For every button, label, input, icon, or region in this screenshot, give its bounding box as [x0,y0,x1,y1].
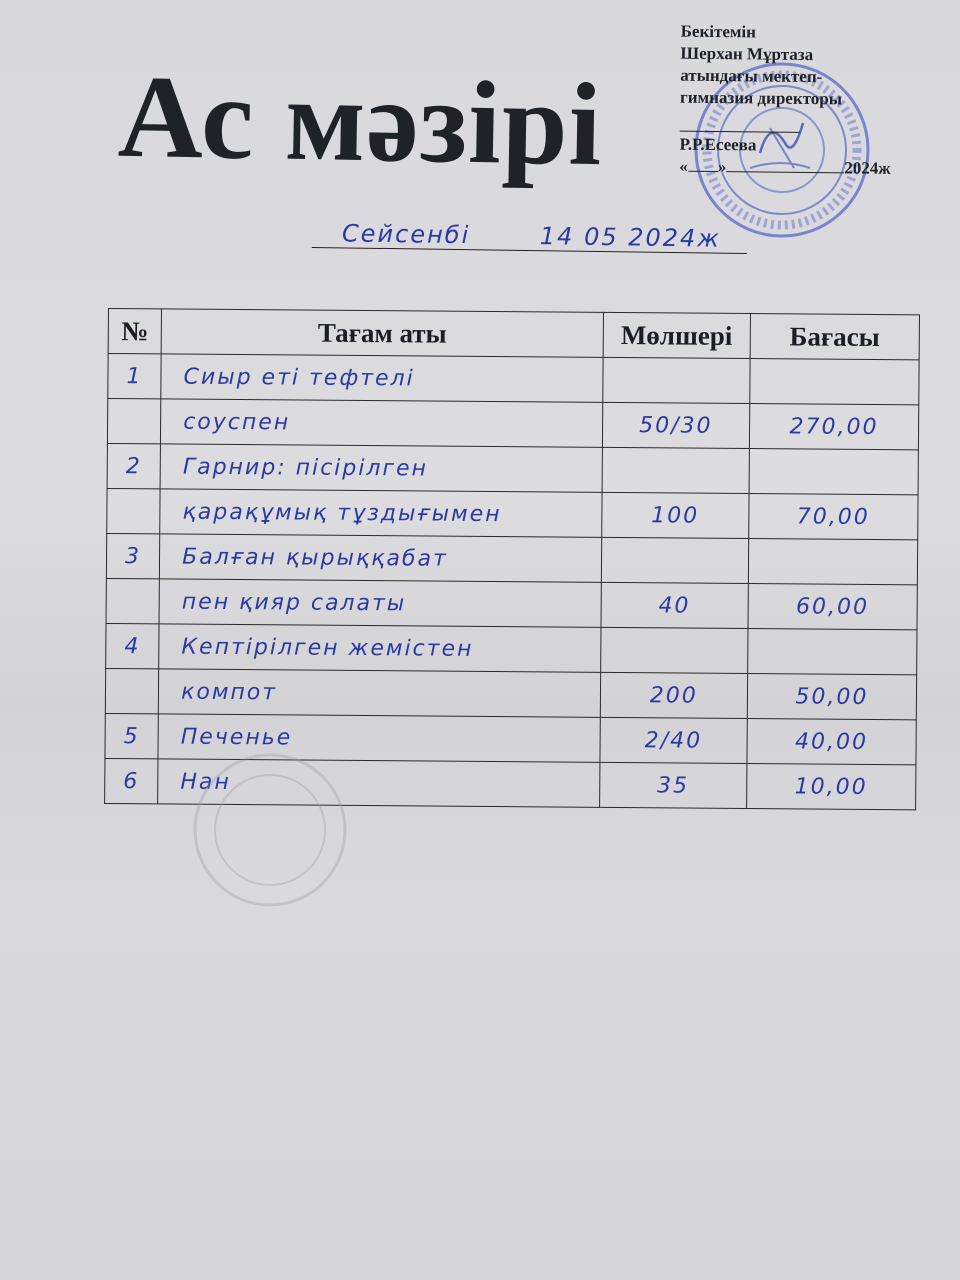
row-quantity [603,357,750,403]
row-dish-name: Печенье [158,714,600,762]
date-month-blank [726,171,844,173]
row-number: 4 [106,623,159,668]
approval-date [679,156,939,181]
signer-name: Р.Р.Есеева [679,134,757,155]
header-dish-name: Тағам аты [161,309,603,357]
row-price [750,359,920,405]
row-number: 3 [106,533,159,578]
row-number: 1 [108,354,161,399]
menu-date-value: 14 05 2024ж [539,222,722,253]
approval-line-2: Шерхан Мұртаза [680,43,814,65]
row-price [748,539,918,585]
row-dish-name: Сиыр еті тефтелі [161,354,603,402]
menu-table [104,308,920,810]
row-quantity: 200 [600,672,747,718]
table-row [106,623,917,674]
row-dish-name: пен қияр салаты [159,579,601,627]
approval-year: 2024ж [844,158,891,178]
row-quantity [601,537,748,583]
row-price [749,449,919,495]
faded-stamp-icon [170,750,370,910]
row-price: 50,00 [747,674,917,720]
row-price [747,629,917,675]
row-dish-name: соуспен [161,399,603,447]
row-quantity: 50/30 [602,402,749,448]
row-number [107,399,160,444]
row-quantity: 40 [601,582,748,628]
row-price: 70,00 [749,494,919,540]
row-dish-name: Балған қырыққабат [160,534,602,582]
approval-line-3: атындағы мектеп- [680,65,823,87]
table-row [105,668,916,719]
row-dish-name: компот [158,669,600,717]
table-row [107,399,918,450]
header-quantity: Мөлшері [603,312,750,358]
row-price: 60,00 [748,584,918,630]
row-quantity [602,447,749,493]
row-number: 6 [105,758,158,803]
header-price: Бағасы [750,314,920,360]
row-price: 270,00 [749,404,919,450]
approval-block [679,21,941,181]
row-dish-name: Кептірілген жемістен [159,624,601,672]
row-number [106,578,159,623]
table-row [107,443,918,494]
document-title: Ас мәзірі [116,50,604,191]
menu-date [312,219,747,254]
row-dish-name: қарақұмық тұздығымен [160,489,602,537]
row-dish-name: Гарнир: пісірілген [160,444,602,492]
signature-line [680,109,800,133]
row-quantity: 2/40 [600,717,747,763]
row-number [105,668,158,713]
date-close-quote: » [717,157,727,177]
row-quantity [600,627,747,673]
row-quantity: 100 [602,492,749,538]
approval-line-1: Бекітемін [680,21,757,42]
date-day-blank [688,171,718,172]
row-dish-name: Нан [158,759,600,807]
row-number: 2 [107,443,160,488]
row-quantity: 35 [599,762,746,808]
table-header-row [108,309,919,360]
row-price: 10,00 [746,764,916,810]
row-number [107,488,160,533]
table-row [107,488,918,539]
table-row [106,533,917,584]
table-row [106,578,917,629]
approval-line-4: гимназия директоры [679,87,843,109]
row-number: 5 [105,713,158,758]
header-number: № [108,309,161,354]
row-price: 40,00 [747,719,917,765]
date-open-quote: « [679,156,688,176]
menu-day: Сейсенбі [341,219,471,250]
table-row [108,354,919,405]
